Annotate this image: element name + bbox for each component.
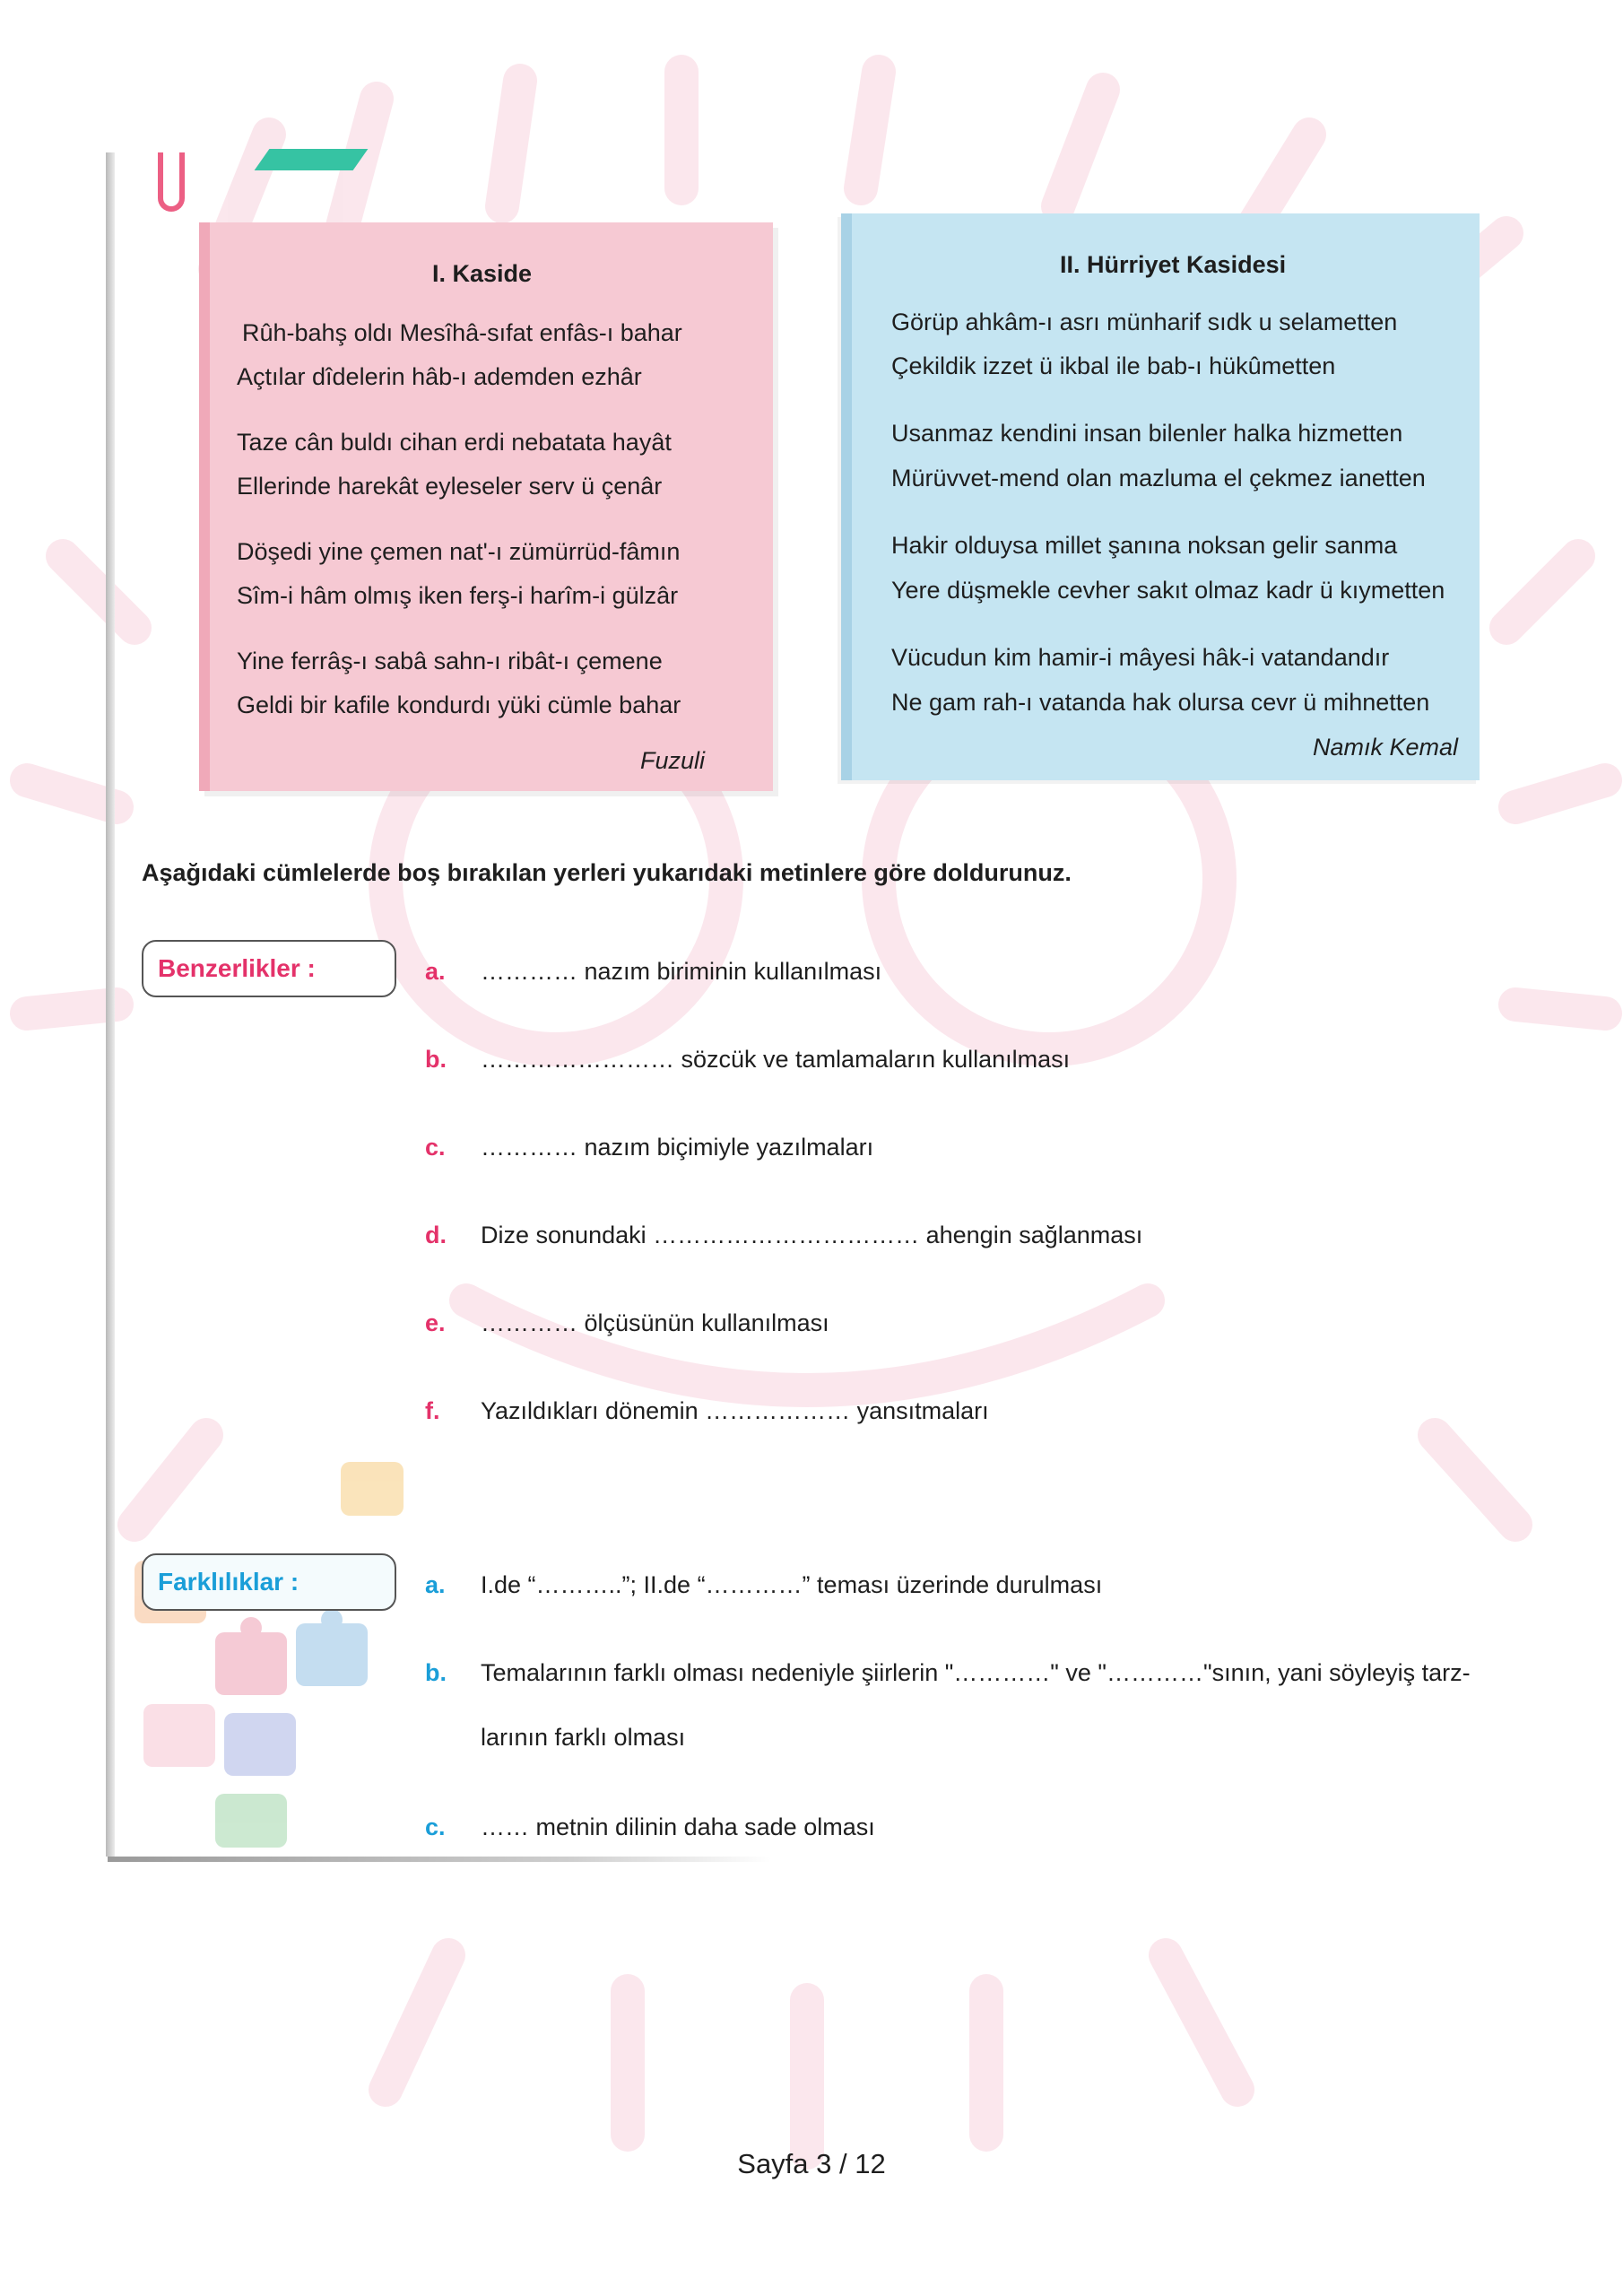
poem-author: Namık Kemal — [1313, 734, 1459, 761]
poem-line: Ne gam rah-ı vatanda hak olursa cevr ü mihnetten — [891, 689, 1430, 716]
item-letter: a. — [425, 1571, 446, 1598]
item-letter: b. — [425, 1046, 447, 1073]
poem-line: Taze cân buldı cihan erdi nebatata hayât — [237, 429, 672, 456]
poem-card-kaside — [199, 222, 773, 791]
poem-line: Usanmaz kendini insan bilenler halka hizmetten — [891, 420, 1403, 447]
paper-clip-icon — [158, 152, 185, 212]
poem-line: Hakir olduysa millet şanına noksan gelir sanma — [891, 532, 1398, 559]
poem-title-hurriyet: II. Hürriyet Kasidesi — [1060, 251, 1287, 278]
item-letter: b. — [425, 1659, 447, 1686]
fill-blank-item: ………… nazım biriminin kullanılması — [481, 958, 882, 985]
puzzle-decoration — [126, 1462, 430, 1857]
fill-blank-item: …… metnin dilinin daha sade olması — [481, 1813, 875, 1840]
book-spine — [106, 152, 115, 1857]
poem-line: Vücudun kim hamir-i mâyesi hâk-i vatandandır — [891, 644, 1390, 671]
book-bottom-edge — [108, 1857, 771, 1862]
poem-card-hurriyet — [841, 213, 1480, 780]
poem-line: Yere düşmekle cevher sakıt olmaz kadr ü kıymetten — [891, 577, 1445, 604]
poem-line: Döşedi yine çemen nat'-ı zümürrüd-fâmın — [237, 538, 681, 565]
fill-blank-item: I.de “………..”; II.de “…………” teması üzerinde durulması — [481, 1571, 1103, 1598]
fill-blank-item: ………… ölçüsünün kullanılması — [481, 1309, 829, 1336]
fill-blank-item: ………… nazım biçimiyle yazılmaları — [481, 1134, 874, 1161]
poem-line: Geldi bir kafile kondurdı yüki cümle bahar — [237, 691, 681, 718]
poem-title-kaside: I. Kaside — [432, 260, 533, 287]
page-number: Sayfa 3 / 12 — [737, 2148, 886, 2179]
poem-line: Açtılar dîdelerin hâb-ı ademden ezhâr — [237, 363, 642, 390]
poem-line: Rûh-bahş oldı Mesîhâ-sıfat enfâs-ı bahar — [242, 319, 682, 346]
poem-line: Mürüvvet-mend olan mazluma el çekmez ianetten — [891, 465, 1426, 491]
fill-blank-item-continued: larının farklı olması — [481, 1724, 686, 1751]
poem-line: Ellerinde harekât eyleseler serv ü çenâr — [237, 473, 663, 500]
fill-blank-item: Yazıldıkları dönemin ……………… yansıtmaları — [481, 1397, 989, 1424]
item-letter: c. — [425, 1813, 446, 1840]
instruction-text: Aşağıdaki cümlelerde boş bırakılan yerleri yukarıdaki metinlere göre doldurunuz. — [142, 859, 1072, 886]
item-letter: a. — [425, 958, 446, 985]
item-letter: f. — [425, 1397, 440, 1424]
differences-label: Farklılıklar : — [142, 1553, 396, 1611]
item-letter: c. — [425, 1134, 446, 1161]
poem-author: Fuzuli — [640, 747, 706, 774]
similarities-label: Benzerlikler : — [142, 940, 396, 997]
item-letter: d. — [425, 1222, 447, 1248]
poem-line: Sîm-i hâm olmış iken ferş-i harîm-i gülzâr — [237, 582, 679, 609]
fill-blank-item: …………………… sözcük ve tamlamaların kullanılması — [481, 1046, 1071, 1073]
bookmark-ribbon — [255, 149, 369, 170]
fill-blank-item: Temalarının farklı olması nedeniyle şiirlerin "…………" ve "…………"sının, yani söyleyiş tarz- — [481, 1659, 1471, 1686]
item-letter: e. — [425, 1309, 446, 1336]
fill-blank-item: Dize sonundaki …………………………… ahengin sağlanması — [481, 1222, 1143, 1248]
poem-line: Çekildik izzet ü ikbal ile bab-ı hükûmetten — [891, 352, 1336, 379]
poem-line: Yine ferrâş-ı sabâ sahn-ı ribât-ı çemene — [237, 648, 663, 674]
poem-line: Görüp ahkâm-ı asrı münharif sıdk u selametten — [891, 309, 1398, 335]
